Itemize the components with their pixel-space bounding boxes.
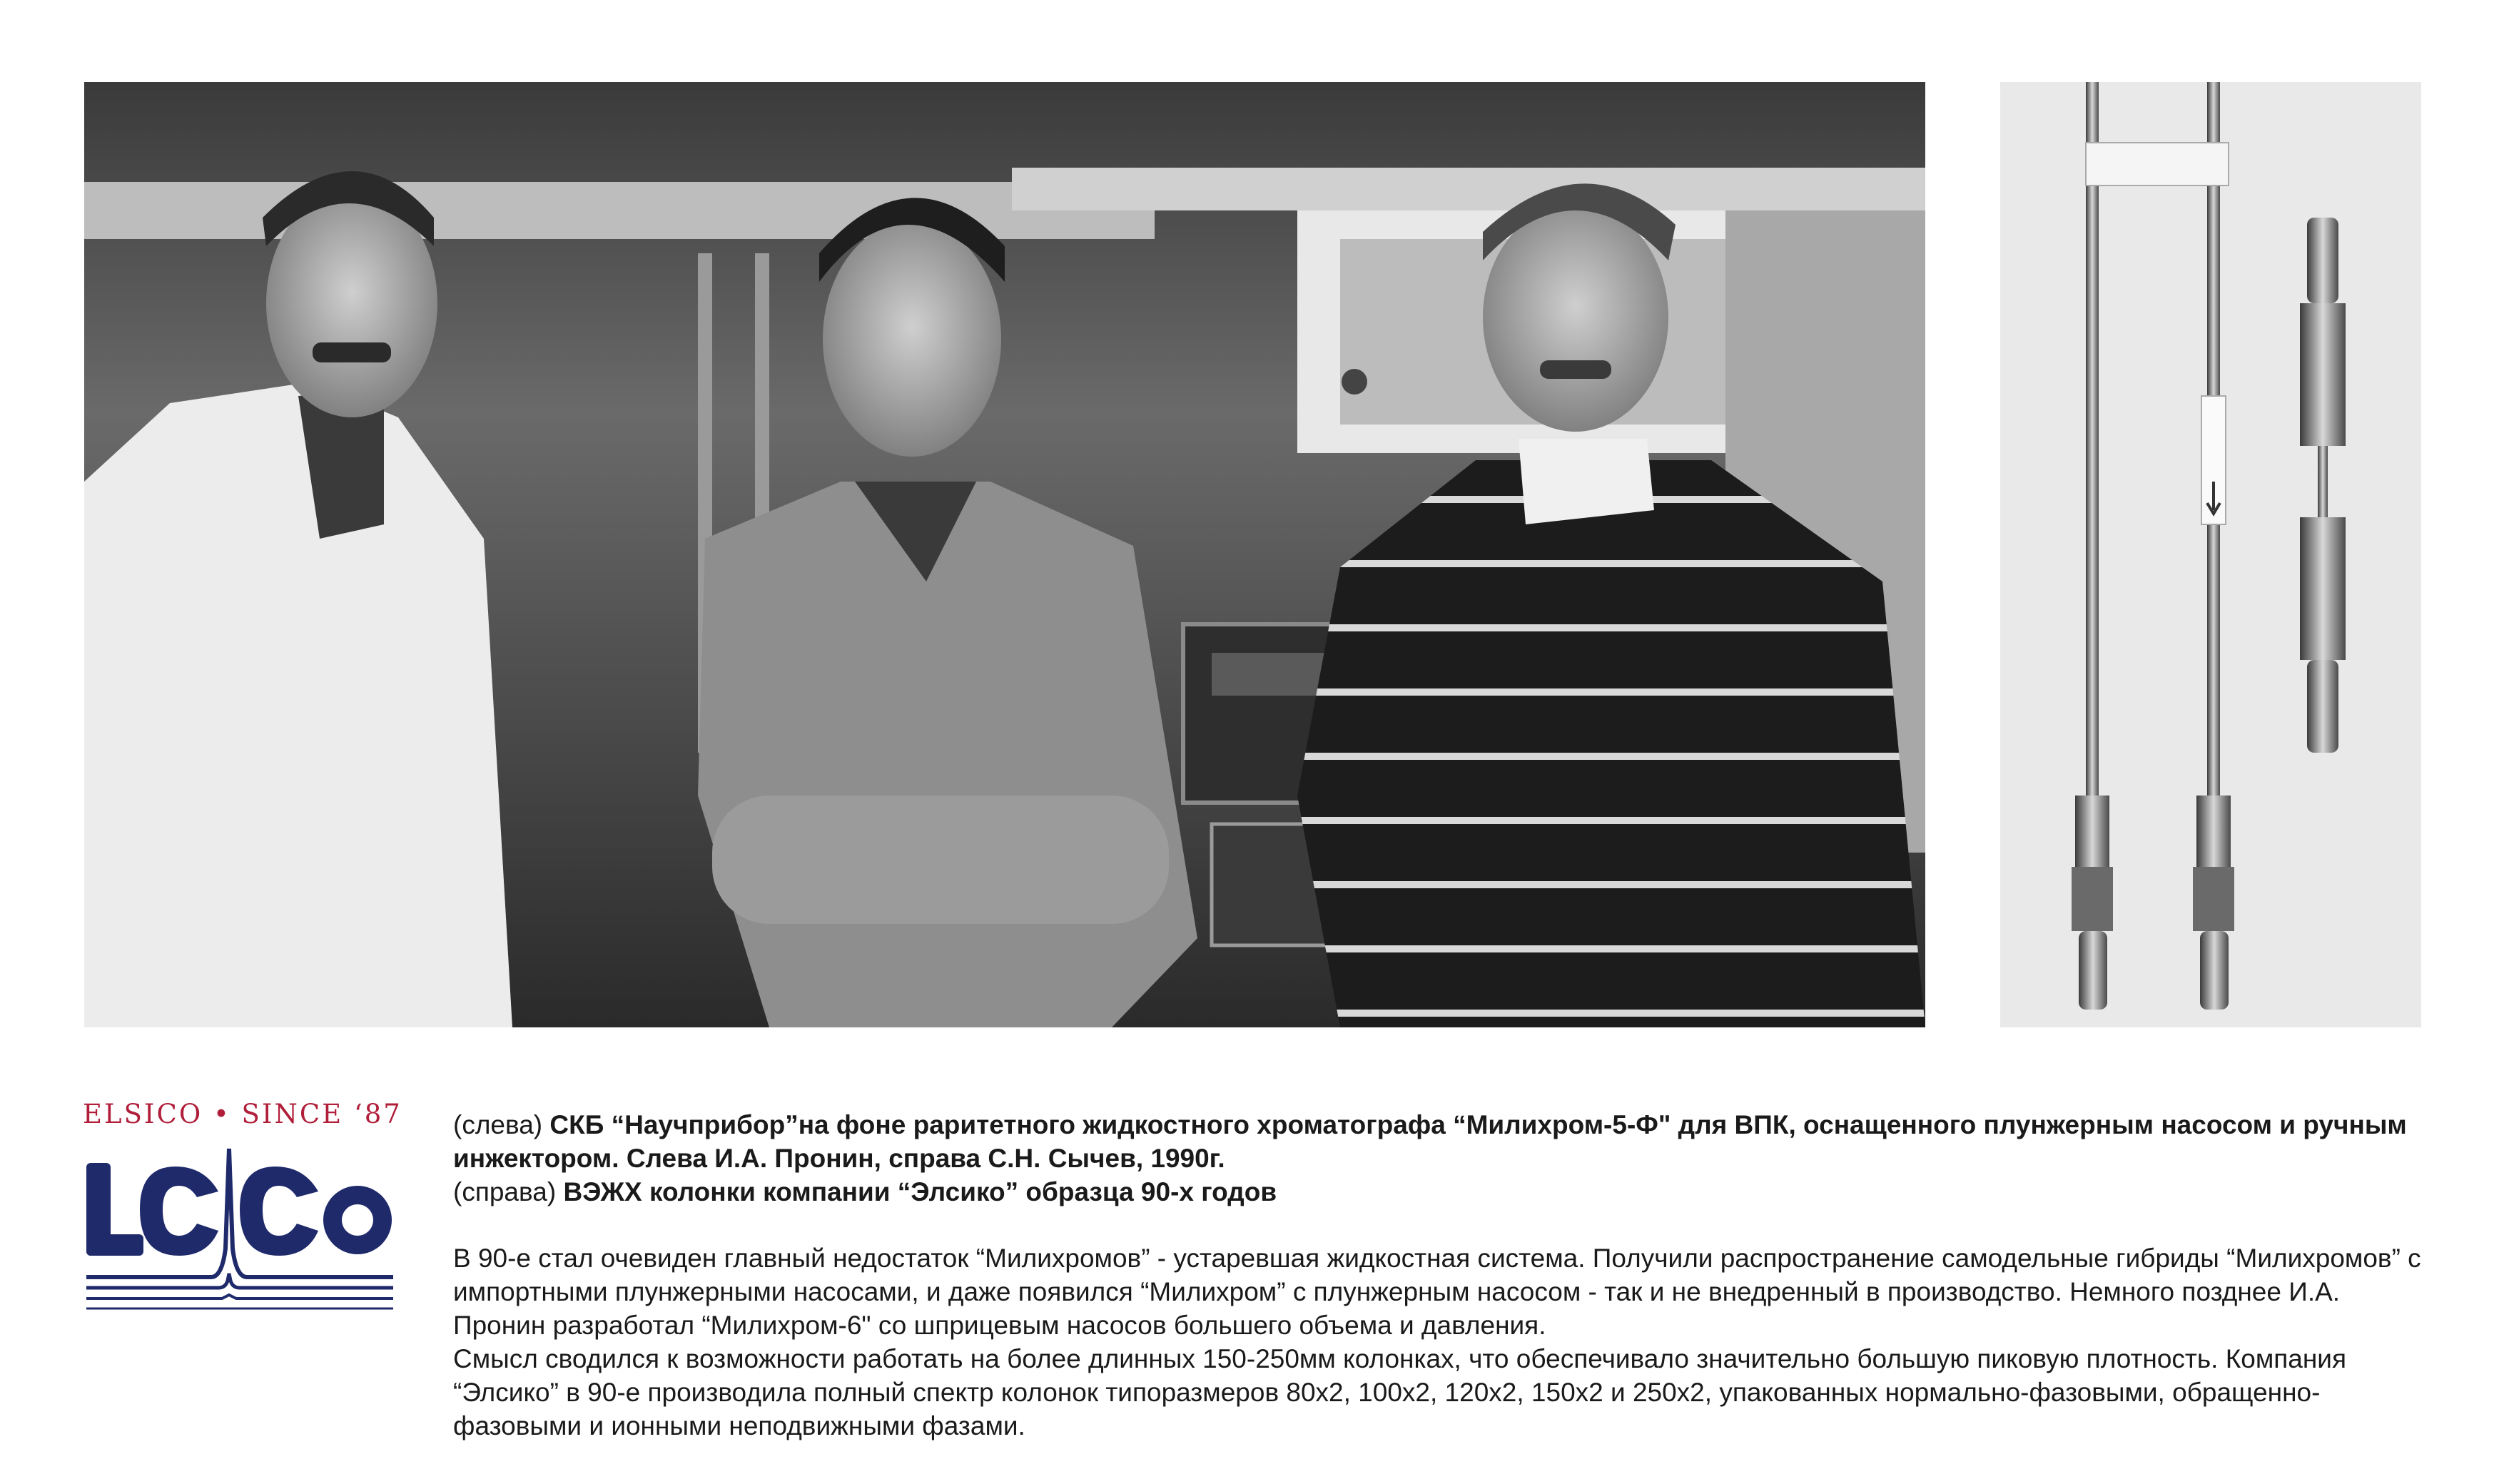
- photo-captions: [453, 1108, 2423, 1209]
- caption-right-prefix: (справа): [453, 1177, 557, 1206]
- history-text: [453, 1241, 2437, 1443]
- caption-right: [453, 1175, 2423, 1209]
- hplc-columns-photo: [2000, 82, 2421, 1027]
- caption-left-prefix: (слева): [453, 1110, 543, 1139]
- lab-group-photo: [84, 82, 1925, 1027]
- logo-tagline: ELSICO • SINCE ‘87: [83, 1099, 402, 1129]
- caption-left-text: СКБ “Научприбор”на фоне раритетного жидкостного хроматографа “Милихром-5-Ф" для ВПК, оснащенного плунжерным насосом и ручным инжектором. Слева И.А. Пронин, справа С.Н. Сычев, 1990г.: [453, 1110, 2407, 1173]
- caption-left: [453, 1108, 2423, 1175]
- paragraph-2: Смысл сводился к возможности работать на более длинных 150-250мм колонках, что обеспечивало значительно большую пиковую плотность. Компания “Элсико” в 90-е производила полный спектр колонок типоразмеров 80х2, 100х2, 120х2, 150х2 и 250х2, упакованных нормально-фазовыми, обращенно-фазовыми и ионными неподвижными фазами.: [453, 1344, 2347, 1440]
- lcco-logo-mark: [83, 1142, 397, 1313]
- caption-right-text: ВЭЖХ колонки компании “Элсико” образца 90-х годов: [563, 1177, 1277, 1206]
- paragraph-1: В 90-е стал очевиден главный недостаток “Милихромов” - устаревшая жидкостная система. Получили распространение самодельные гибриды “Милихромов” с импортными плунжерными насосами, и даже появился “Милихром” с плунжерным насосом - так и не внедренный в производство. Немного позднее И.А. Пронин разработал “Милихром-6" со шприцевым насосов большего объема и давления.: [453, 1244, 2421, 1340]
- elsico-logo: [83, 1099, 402, 1313]
